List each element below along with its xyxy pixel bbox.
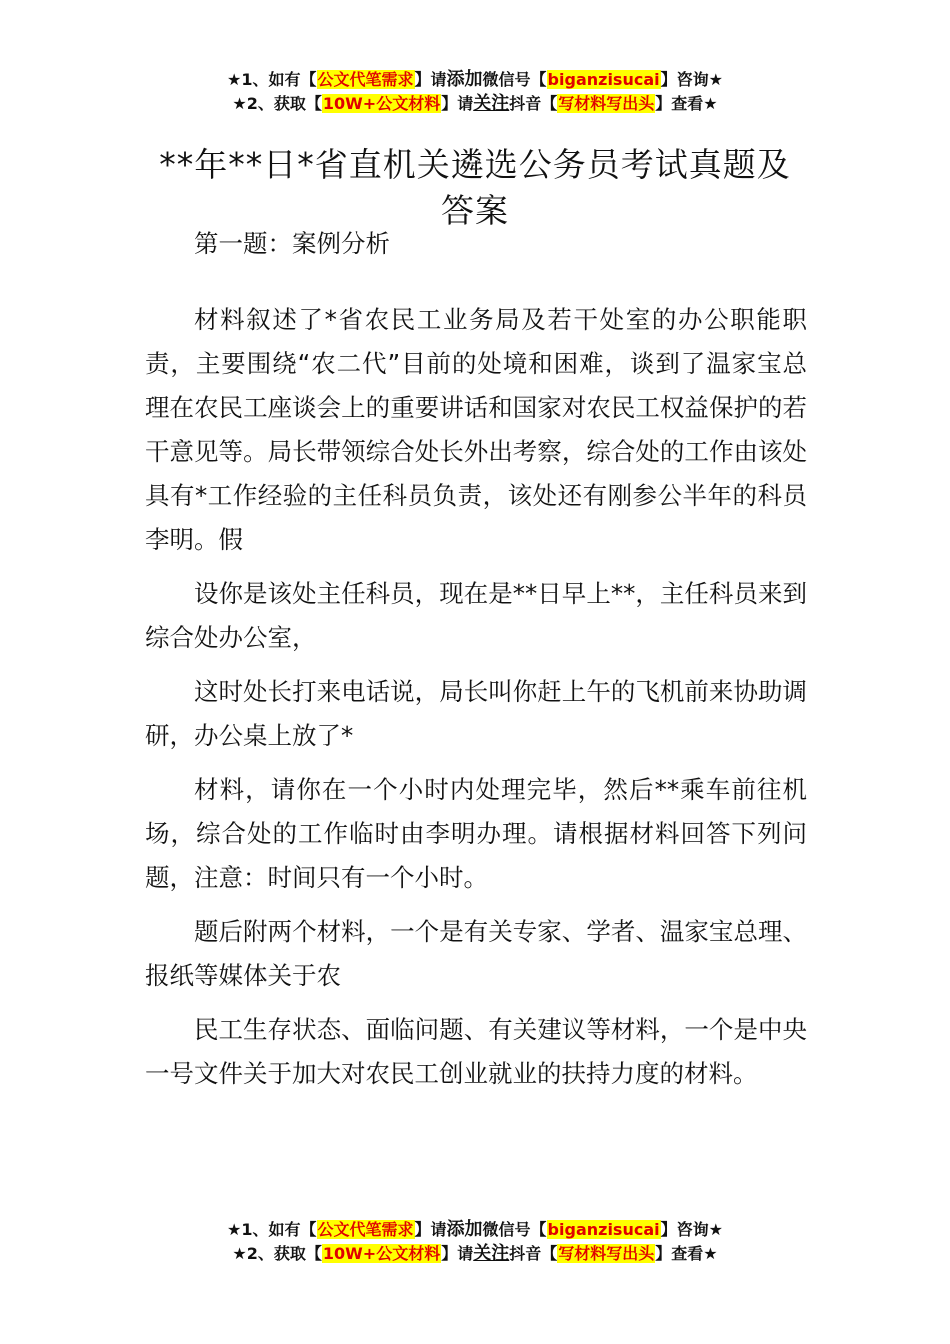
promo-highlight: 写材料写出头 [558, 94, 655, 113]
promo-highlight: biganzisucai [547, 1220, 660, 1239]
promo-emphasis: 关注 [473, 93, 510, 114]
promo-text: 抖音【 [509, 94, 558, 113]
promo-line-2 [0, 92, 950, 116]
promo-text: 】请 [441, 94, 474, 113]
body-paragraph: 民工生存状态、面临问题、有关建议等材料，一个是中央一号文件关于加大对农民工创业就业的扶持力度的材料。 [145, 1015, 807, 1088]
promo-highlight: 公文代笔需求 [317, 70, 414, 89]
promo-text: 抖音【 [509, 1244, 558, 1263]
promo-highlight: 10W+公文材料 [322, 1244, 441, 1263]
body-paragraph: 材料叙述了*省农民工业务局及若干处室的办公职能职责，主要围绕“农二代”目前的处境和困难，谈到了温家宝总理在农民工座谈会上的重要讲话和国家对农民工权益保护的若干意见等。局长带领综合处长外出考察，综合处的工作由该处具有*工作经验的主任科员负责，该处还有刚参公半年的科员李明。假 [145, 305, 807, 554]
promo-banner-bottom [0, 1218, 950, 1266]
promo-text: ★1、如有【 [227, 70, 317, 89]
promo-text: 】请 [414, 1220, 447, 1239]
promo-line-2 [0, 1242, 950, 1266]
promo-text: 】查看★ [655, 1244, 718, 1263]
body-paragraph: 设你是该处主任科员，现在是**日早上**，主任科员来到综合处办公室， [145, 579, 807, 652]
body-paragraph: 题后附两个材料，一个是有关专家、学者、温家宝总理、报纸等媒体关于农 [145, 917, 807, 990]
promo-line-1 [0, 68, 950, 92]
promo-highlight: biganzisucai [547, 70, 660, 89]
promo-emphasis: 添加 [446, 1219, 483, 1240]
promo-text: 】咨询★ [660, 70, 723, 89]
promo-text: 微信号【 [482, 70, 547, 89]
body-paragraph: 这时处长打来电话说，局长叫你赶上午的飞机前来协助调研，办公桌上放了* [145, 677, 807, 750]
question-heading: 第一题：案例分析 [194, 229, 390, 258]
promo-text: ★2、获取【 [232, 1244, 322, 1263]
promo-highlight: 10W+公文材料 [322, 94, 441, 113]
promo-text: ★1、如有【 [227, 1220, 317, 1239]
document-body [145, 222, 807, 1106]
promo-highlight: 写材料写出头 [558, 1244, 655, 1263]
promo-emphasis: 关注 [473, 1243, 510, 1264]
promo-text: ★2、获取【 [232, 94, 322, 113]
promo-emphasis: 添加 [446, 69, 483, 90]
promo-text: 】查看★ [655, 94, 718, 113]
promo-line-1 [0, 1218, 950, 1242]
document-title: **年**日*省直机关遴选公务员考试真题及答案 [159, 145, 791, 231]
promo-text: 】咨询★ [660, 1220, 723, 1239]
promo-text: 】请 [414, 70, 447, 89]
promo-text: 】请 [441, 1244, 474, 1263]
promo-banner-top [0, 68, 950, 116]
body-paragraph: 材料，请你在一个小时内处理完毕，然后**乘车前往机场，综合处的工作临时由李明办理。请根据材料回答下列问题，注意：时间只有一个小时。 [145, 775, 807, 892]
promo-text: 微信号【 [482, 1220, 547, 1239]
promo-highlight: 公文代笔需求 [317, 1220, 414, 1239]
